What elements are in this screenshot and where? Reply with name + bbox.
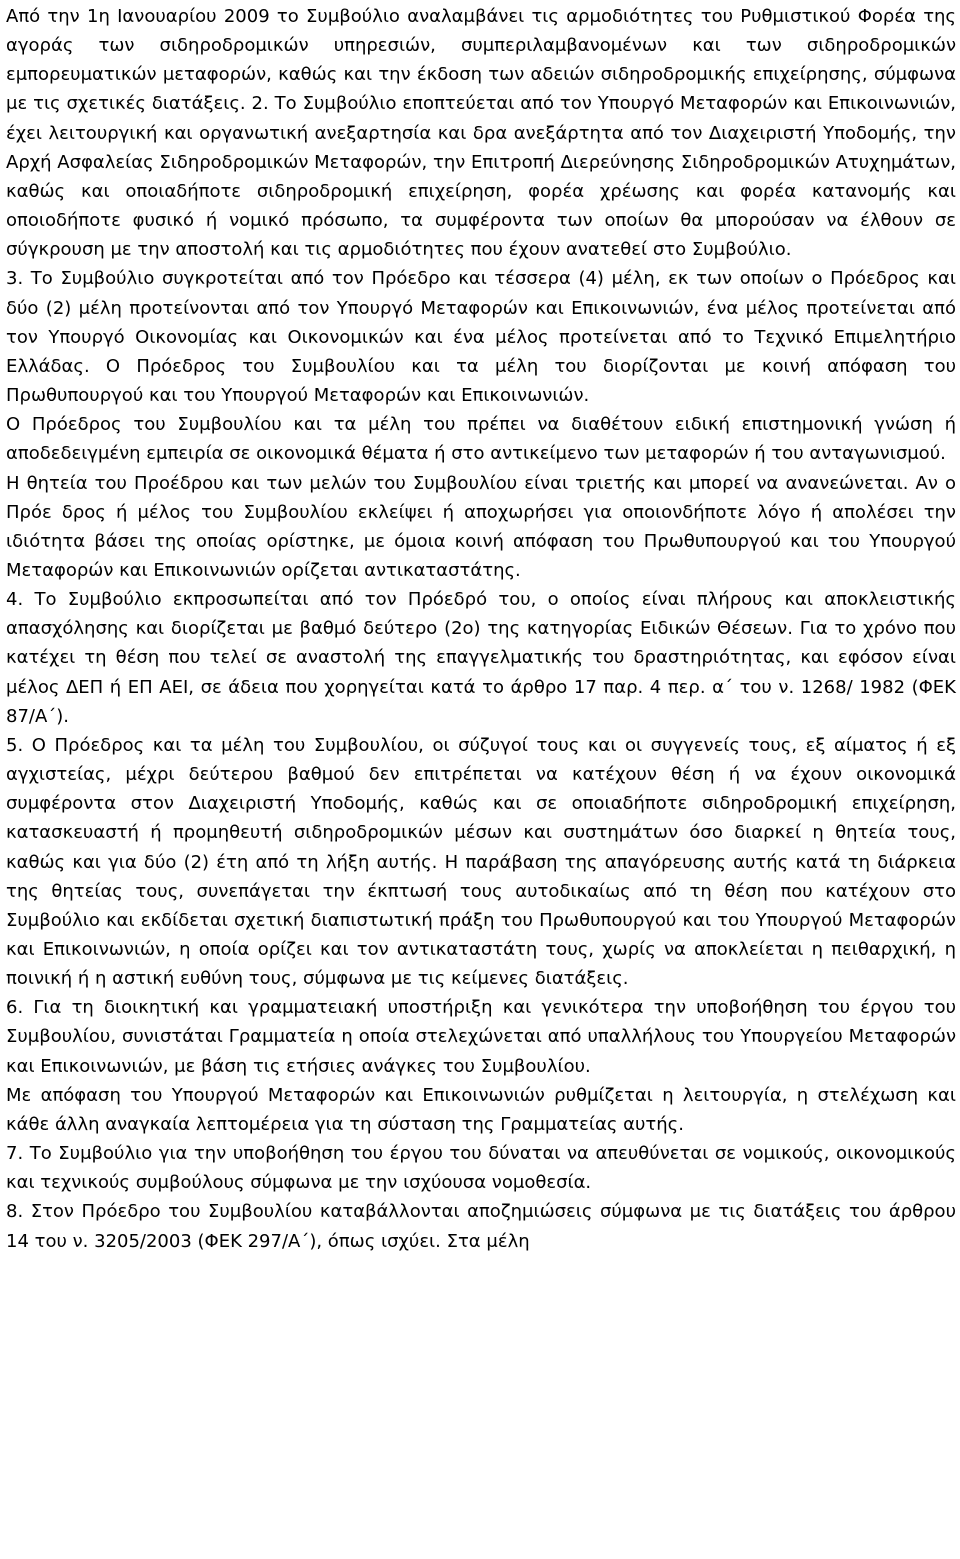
paragraph-3-term: Η θητεία του Προέδρου και των μελών του Συμβουλίου είναι τριετής και μπορεί να ανανεώνεται. Αν ο Πρόε δρος ή μέλος του Συμβουλίου εκλείψει ή αποχωρήσει για οποιονδήποτε λόγο ή απολέσει την ιδιότητα βάσει της οποίας ορίστηκε, με όμοια κοινή απόφαση του Πρωθυπουργού και του Υπουργού Μεταφορών και Επικοινωνιών ορίζεται αντικαταστάτης. bbox=[6, 472, 956, 581]
paragraph-3-qualifications: Ο Πρόεδρος του Συμβουλίου και τα μέλη του πρέπει να διαθέτουν ειδική επιστημονική γνώση ή αποδεδειγμένη εμπειρία σε οικονομικά θέματα ή στο αντικείμενο των μεταφορών ή του ανταγωνισμού. bbox=[6, 414, 956, 465]
paragraph-5: 5. Ο Πρόεδρος και τα μέλη του Συμβουλίου, οι σύζυγοί τους και οι συγγενείς τους, εξ αίματος ή εξ αγχιστείας, μέχρι δεύτερου βαθμού δεν επιτρέπεται να κατέχουν θέση ή να έχουν οικονομικά συμφέροντα στον Διαχειριστή Υποδομής, καθώς και σε οποιαδήποτε σιδηροδρομική επιχείρηση, κατασκευαστή ή προμηθευτή σιδηροδρομικών μέσων και συστημάτων όσο διαρκεί η θητεία τους, καθώς και για δύο (2) έτη από τη λήξη αυτής. Η παράβαση της απαγόρευσης αυτής κατά τη διάρκεια της θητείας τους, συνεπάγεται την έκπτωσή τους αυτοδικαίως από τη θέση που κατέχουν στο Συμβούλιο και εκδίδεται σχετική διαπιστωτική πράξη του Πρωθυπουργού και του Υπουργού Μεταφορών και Επικοινωνιών, η οποία ορίζει και τον αντικαταστάτη τους, χωρίς να αποκλείεται η πειθαρχική, η ποινική ή η αστική ευθύνη τους, σύμφωνα με τις κείμενες διατάξεις. bbox=[6, 734, 956, 990]
paragraph-6-decision: Με απόφαση του Υπουργού Μεταφορών και Επικοινωνιών ρυθμίζεται η λειτουργία, η στελέχωση και κάθε άλλη αναγκαία λεπτομέρεια για τη σύσταση της Γραμματείας αυτής. bbox=[6, 1084, 956, 1135]
paragraph-4: 4. Το Συμβούλιο εκπροσωπείται από τον Πρόεδρό του, ο οποίος είναι πλήρους και αποκλειστικής απασχόλησης και διορίζεται με βαθμό δεύτερο (2ο) της κατηγορίας Ειδικών Θέσεων. Για το χρόνο που κατέχει τη θέση που τελεί σε αναστολή της επαγγελματικής του δραστηριότητας, και εφόσον είναι μέλος ΔΕΠ ή ΕΠ ΑΕΙ, σε άδεια που χορηγείται κατά το άρθρο 17 παρ. 4 περ. α΄ του ν. 1268/ 1982 (ΦΕΚ 87/Α΄). bbox=[6, 589, 956, 727]
paragraph-6: 6. Για τη διοικητική και γραμματειακή υποστήριξη και γενικότερα την υποβοήθηση του έργου του Συμβουλίου, συνιστάται Γραμματεία η οποία στελεχώνεται από υπαλλήλους του Υπουργείου Μεταφορών και Επικοινωνιών, με βάση τις ετήσιες ανάγκες του Συμβουλίου. bbox=[6, 997, 956, 1077]
paragraph-1-2: Από την 1η Ιανουαρίου 2009 το Συμβούλιο αναλαμβάνει τις αρμοδιότητες του Ρυθμιστικού Φορέα της αγοράς των σιδηροδρομικών υπηρεσιών, συμπεριλαμβανομένων και των σιδηροδρομικών εμπορευματικών μεταφορών, καθώς και την έκδοση των αδειών σιδηροδρομικής επιχείρησης, σύμφωνα με τις σχετικές διατάξεις. 2. Το Συμβούλιο εποπτεύεται από τον Υπουργό Μεταφορών και Επικοινωνιών, έχει λειτουργική και οργανωτική ανεξαρτησία και δρα ανεξάρτητα από τον Διαχειριστή Υποδομής, την Αρχή Ασφαλείας Σιδηροδρομικών Μεταφορών, την Επιτροπή Διερεύνησης Σιδηροδρομικών Ατυχημάτων, καθώς και οποιαδήποτε σιδηροδρομική επιχείρηση, φορέα χρέωσης και φορέα κατανομής και οποιοδήποτε φυσικό ή νομικό πρόσωπο, τα συμφέροντα των οποίων θα μπορούσαν να έλθουν σε σύγκρουση με την αποστολή και τις αρμοδιότητες που έχουν ανατεθεί στο Συμβούλιο. bbox=[6, 6, 956, 261]
paragraph-3: 3. Το Συμβούλιο συγκροτείται από τον Πρόεδρο και τέσσερα (4) μέλη, εκ των οποίων ο Πρόεδρος και δύο (2) μέλη προτείνονται από τον Υπουργό Μεταφορών και Επικοινωνιών, ένα μέλος προτείνεται από τον Υπουργό Οικονομίας και Οικονομικών και ένα μέλος προτείνεται από το Τεχνικό Επιμελητήριο Ελλάδας. Ο Πρόεδρος του Συμβουλίου και τα μέλη του διορίζονται με κοινή απόφαση του Πρωθυπουργού και του Υπουργού Μεταφορών και Επικοινωνιών. bbox=[6, 268, 956, 407]
paragraph-7: 7. Το Συμβούλιο για την υποβοήθηση του έργου του δύναται να απευθύνεται σε νομικούς, οικονομικούς και τεχνικούς συμβούλους σύμφωνα με την ισχύουσα νομοθεσία. bbox=[6, 1143, 956, 1194]
paragraph-8: 8. Στον Πρόεδρο του Συμβουλίου καταβάλλονται αποζημιώσεις σύμφωνα με τις διατάξεις του άρθρου 14 του ν. 3205/2003 (ΦΕΚ 297/Α΄), όπως ισχύει. Στα μέλη bbox=[6, 1201, 956, 1252]
